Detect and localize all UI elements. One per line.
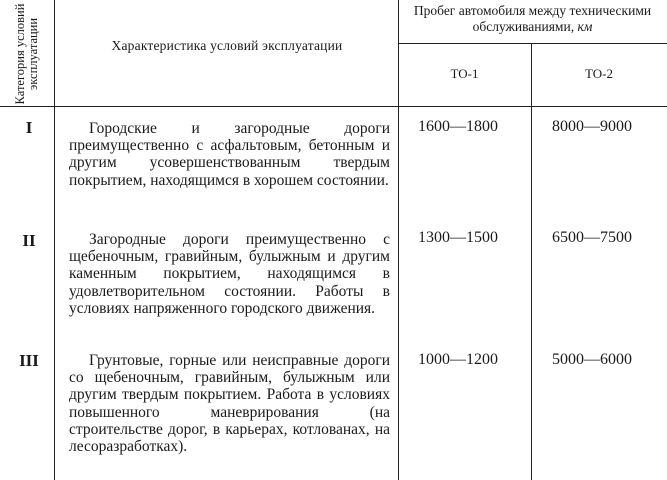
row-to2: 8000—9000 xyxy=(552,118,632,135)
to1-header: ТО-1 xyxy=(450,66,479,81)
row-description: Загородные дороги преимущественно с щебеночным, гравийным, булыжным и другим каменным покрытием, находящимся в удовлетворительном состоянии. Работы в условиях напряженного городского движения. xyxy=(69,231,390,317)
row-to1: 1000—1200 xyxy=(418,351,498,368)
row-description: Городские и загородные дороги преимущественно с асфальтовым, бетонным и другим усовершенствованным твердым покрытием, находящимся в хорошем состоянии. xyxy=(69,120,390,189)
category-header-label: Категория условий эксплуатации xyxy=(13,3,40,105)
row-to1: 1300—1500 xyxy=(418,229,498,246)
horizontal-rule xyxy=(398,43,667,44)
row-to1: 1600—1800 xyxy=(418,118,498,135)
category-header xyxy=(0,2,54,106)
characteristic-header: Характеристика условий эксплуатации xyxy=(111,38,343,53)
row-description: Грунтовые, горные или неисправные дороги со щебеночным, гравийным, булыжным или другим твердым покрытием. Работа в условиях повышенного маневрирования (на строительстве дорог, в карьерах, котлованах, на лесоразработках). xyxy=(69,352,390,456)
header-bottom-rule xyxy=(0,106,667,107)
vertical-rule xyxy=(54,0,55,480)
vertical-rule xyxy=(531,44,532,480)
row-category: II xyxy=(22,231,36,250)
row-to2: 6500—7500 xyxy=(552,229,632,246)
mileage-header xyxy=(398,3,667,35)
to2-header: ТО-2 xyxy=(585,66,613,81)
row-category: III xyxy=(19,351,39,370)
mileage-unit: км xyxy=(577,19,593,34)
row-to2: 5000—6000 xyxy=(552,351,632,368)
mileage-header-label: Пробег автомобиля между техническими обслуживаниями, xyxy=(413,3,652,34)
row-category: I xyxy=(25,118,33,137)
